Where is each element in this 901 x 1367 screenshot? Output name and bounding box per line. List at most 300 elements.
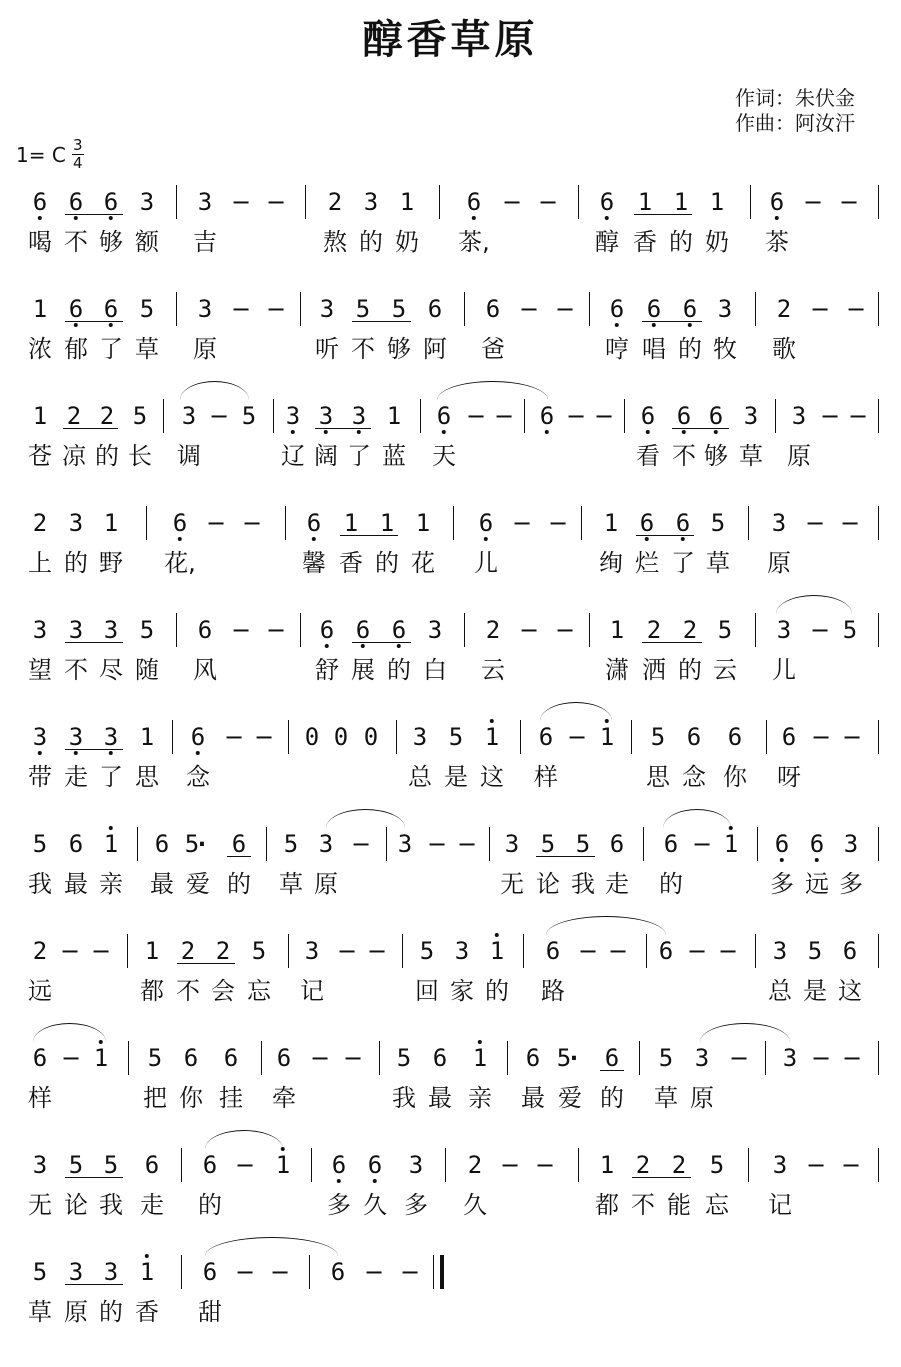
note: 6 — [427, 295, 443, 323]
lyric-char: 原 — [314, 870, 338, 898]
lyric-char: 这 — [480, 763, 504, 791]
lyric-char: 草 — [135, 335, 159, 363]
bar-line — [172, 720, 173, 754]
lyric-char: 多 — [770, 870, 794, 898]
lyric-char: 回 — [415, 977, 439, 1005]
note: 2 — [467, 1151, 483, 1179]
eighth-underline — [65, 1284, 123, 1285]
note: 3 — [363, 188, 379, 216]
song-title: 醇香草原 — [362, 17, 539, 63]
extension-dash: − — [90, 937, 112, 965]
notes-line — [0, 397, 901, 443]
note: 2 — [646, 616, 662, 644]
extension-dash: − — [366, 937, 388, 965]
extension-dash: − — [205, 509, 227, 537]
note: 6 — [538, 723, 554, 751]
bar-line — [775, 399, 776, 433]
extension-dash: − — [565, 402, 587, 430]
bar-line — [181, 1148, 182, 1182]
note: 3 — [717, 295, 733, 323]
bar-line — [379, 1041, 380, 1075]
lyric-char: 论 — [536, 870, 560, 898]
note: 5 · — [557, 1043, 571, 1073]
bar-line — [878, 185, 879, 219]
eighth-underline — [634, 214, 692, 215]
note: 6 — [539, 402, 555, 430]
lyric-char: 的 — [485, 977, 509, 1005]
note: 3 — [103, 723, 119, 751]
note: 6 — [663, 830, 679, 858]
lyric-char: 奶 — [395, 228, 419, 256]
extension-dash: − — [537, 188, 559, 216]
note: 6 — [330, 1258, 346, 1286]
note: 6 — [319, 616, 335, 644]
note: 2 — [327, 188, 343, 216]
bar-line — [520, 720, 521, 754]
note: 6 — [525, 1044, 541, 1072]
lyric-char: 原 — [64, 1298, 88, 1326]
extension-dash: − — [265, 616, 287, 644]
note: 1 — [139, 723, 155, 751]
note: 1 — [415, 509, 431, 537]
eighth-underline — [63, 428, 118, 429]
note: 6 — [676, 402, 692, 430]
bar-line — [581, 506, 582, 540]
eighth-underline — [352, 321, 411, 322]
lyric-char: 浓 — [28, 335, 52, 363]
note: 6 — [68, 295, 84, 323]
note: 5 · — [185, 829, 199, 859]
lyric-char: 看 — [636, 442, 660, 470]
bar-line — [146, 506, 147, 540]
lyric-char: 走 — [605, 870, 629, 898]
eighth-underline — [636, 535, 694, 536]
extension-dash: − — [547, 509, 569, 537]
bar-line — [300, 613, 301, 647]
extension-dash: − — [465, 402, 487, 430]
note: 3 — [504, 830, 520, 858]
note: 6 — [202, 1151, 218, 1179]
lyric-char: 爱 — [186, 870, 210, 898]
lyric-char: 够 — [704, 442, 728, 470]
note: 3 — [68, 509, 84, 537]
notes-line — [0, 1039, 901, 1085]
note: 1 — [472, 1044, 488, 1072]
lyric-char: 不 — [176, 977, 200, 1005]
note: 6 — [604, 1044, 620, 1072]
note: 6 — [68, 830, 84, 858]
notes-line — [0, 1253, 901, 1299]
note: 3 — [318, 830, 334, 858]
time-signature-top: 3 — [73, 136, 83, 154]
bar-line — [624, 399, 625, 433]
eighth-underline — [65, 749, 123, 750]
note: 3 — [139, 188, 155, 216]
eighth-underline — [65, 321, 123, 322]
note: 6 — [646, 295, 662, 323]
bar-line — [643, 827, 644, 861]
lyric-char: 草 — [279, 870, 303, 898]
bar-line — [631, 720, 632, 754]
lyric-char: 亲 — [468, 1084, 492, 1112]
extension-dash: − — [511, 509, 533, 537]
extension-dash: − — [577, 937, 599, 965]
lyric-char: 我 — [99, 1191, 123, 1219]
extension-dash: − — [717, 937, 739, 965]
lyric-char: 样 — [534, 763, 558, 791]
note: 2 — [32, 509, 48, 537]
note: 1 — [32, 295, 48, 323]
note: 1 — [399, 188, 415, 216]
note: 5 — [540, 830, 556, 858]
lyric-char: 草 — [706, 549, 730, 577]
bar-line — [137, 827, 138, 861]
lyric-char: 无 — [28, 1191, 52, 1219]
extension-dash: − — [456, 830, 478, 858]
lyric-char: 香 — [135, 1298, 159, 1326]
note: 3 — [68, 616, 84, 644]
note: 6 — [68, 188, 84, 216]
bar-line — [273, 399, 274, 433]
extension-dash: − — [350, 830, 372, 858]
note: 3 — [743, 402, 759, 430]
bar-line — [646, 934, 647, 968]
lyric-char: 调 — [177, 442, 201, 470]
lyric-char: 原 — [690, 1084, 714, 1112]
note: 6 — [658, 937, 674, 965]
note: 3 — [181, 402, 197, 430]
notes-line — [0, 290, 901, 336]
lyric-char: 最 — [64, 870, 88, 898]
lyric-char: 风 — [193, 656, 217, 684]
lyric-char: 绚 — [599, 549, 623, 577]
lyric-char: 草 — [739, 442, 763, 470]
extension-dash: − — [342, 1044, 364, 1072]
lyric-char: 不 — [351, 335, 375, 363]
bar-line — [755, 292, 756, 326]
note: 1 — [603, 509, 619, 537]
bar-line — [300, 292, 301, 326]
extension-dash: − — [847, 402, 869, 430]
bar-line — [288, 720, 289, 754]
lyric-char: 原 — [767, 549, 791, 577]
note: 5 — [448, 723, 464, 751]
note: 3 — [32, 723, 48, 751]
lyric-char: 记 — [768, 1191, 792, 1219]
extension-dash: − — [819, 402, 841, 430]
note: 6 — [32, 188, 48, 216]
note: 6 — [599, 188, 615, 216]
score-line — [0, 397, 901, 505]
note: 5 — [807, 937, 823, 965]
bar-line — [464, 292, 465, 326]
score-line — [0, 1039, 901, 1147]
lyric-char: 能 — [667, 1191, 691, 1219]
lyric-char: 最 — [521, 1084, 545, 1112]
bar-line — [266, 827, 267, 861]
lyric-char: 展 — [351, 656, 375, 684]
eighth-underline — [177, 963, 235, 964]
note: 3 — [318, 402, 334, 430]
lyric-char: 的 — [669, 228, 693, 256]
note: 2 — [32, 937, 48, 965]
note: 6 — [545, 937, 561, 965]
note: 3 — [397, 830, 413, 858]
lyric-char: 的 — [198, 1191, 222, 1219]
score-line — [0, 825, 901, 933]
bar-line — [878, 399, 879, 433]
lyric-char: 是 — [444, 763, 468, 791]
lyric-char: 爱 — [558, 1084, 582, 1112]
lyric-char: 额 — [135, 228, 159, 256]
bar-line — [181, 1255, 182, 1289]
lyric-char: 会 — [211, 977, 235, 1005]
lyric-char: 苍 — [28, 442, 52, 470]
eighth-underline — [600, 1070, 624, 1071]
extension-dash: − — [518, 616, 540, 644]
extension-dash: − — [534, 1151, 556, 1179]
note: 3 — [427, 616, 443, 644]
lyric-char: 的 — [359, 228, 383, 256]
score-line — [0, 932, 901, 1040]
score-line — [0, 183, 901, 291]
note: 6 — [727, 723, 743, 751]
lyric-char: 这 — [838, 977, 862, 1005]
note: 2 — [66, 402, 82, 430]
extension-dash: − — [230, 188, 252, 216]
note: 6 — [432, 1044, 448, 1072]
eighth-underline — [65, 642, 123, 643]
lyric-char: 多 — [404, 1191, 428, 1219]
lyric-char: 的 — [227, 870, 251, 898]
note: 6 — [276, 1044, 292, 1072]
bar-line — [128, 1041, 129, 1075]
extension-dash: − — [493, 402, 515, 430]
extension-dash: − — [336, 937, 358, 965]
extension-dash: − — [566, 723, 588, 751]
lyric-char: 把 — [143, 1084, 167, 1112]
bar-line — [878, 934, 879, 968]
lyric-char: 无 — [500, 870, 524, 898]
note: 6 — [223, 1044, 239, 1072]
lyric-char: 茶 — [765, 228, 789, 256]
eighth-underline — [340, 535, 398, 536]
score-line — [0, 1146, 901, 1254]
note: 6 — [391, 616, 407, 644]
note: 6 — [190, 723, 206, 751]
note: 3 — [412, 723, 428, 751]
lyric-char: 你 — [179, 1084, 203, 1112]
extension-dash: − — [269, 1258, 291, 1286]
extension-dash: − — [554, 616, 576, 644]
lyric-char: 思 — [646, 763, 670, 791]
note: 6 — [306, 509, 322, 537]
lyric-char: 的 — [64, 549, 88, 577]
note: 6 — [781, 723, 797, 751]
note: 6 — [609, 830, 625, 858]
lyric-char: 走 — [64, 763, 88, 791]
note: 6 — [197, 616, 213, 644]
note: 5 — [575, 830, 591, 858]
lyric-char: 久 — [463, 1191, 487, 1219]
lyric-char: 的 — [678, 335, 702, 363]
note: 5 — [132, 402, 148, 430]
note: 6 — [675, 509, 691, 537]
note: 1 — [93, 1044, 109, 1072]
note: 6 — [183, 1044, 199, 1072]
bar-line — [402, 934, 403, 968]
lyric-char: 儿 — [772, 656, 796, 684]
lyricist-credit: 作词：朱伏金 — [735, 86, 855, 110]
bar-line — [755, 934, 756, 968]
note: 5 — [32, 1258, 48, 1286]
note: 6 — [154, 830, 170, 858]
lyric-char: 的 — [95, 442, 119, 470]
note: 2 — [671, 1151, 687, 1179]
note: 6 — [639, 509, 655, 537]
note: 2 — [215, 937, 231, 965]
note: 6 — [708, 402, 724, 430]
note: 1 — [275, 1151, 291, 1179]
lyric-char: 论 — [64, 1191, 88, 1219]
note: 3 — [454, 937, 470, 965]
lyric-char: 舒 — [315, 656, 339, 684]
extension-dash: − — [234, 1151, 256, 1179]
lyric-char: 长 — [128, 442, 152, 470]
note: 6 — [331, 1151, 347, 1179]
lyric-char: 甜 — [198, 1298, 222, 1326]
note: 0 — [333, 723, 349, 751]
lyric-char: 的 — [99, 1298, 123, 1326]
eighth-underline — [642, 321, 702, 322]
note: 5 — [147, 1044, 163, 1072]
note: 5 — [419, 937, 435, 965]
final-bar-line — [433, 1255, 444, 1289]
note: 5 — [251, 937, 267, 965]
bar-line — [507, 1041, 508, 1075]
bar-line — [523, 934, 524, 968]
lyric-char: 记 — [300, 977, 324, 1005]
lyric-char: 望 — [28, 656, 52, 684]
note: 6 — [682, 295, 698, 323]
lyric-char: 了 — [671, 549, 695, 577]
note: 5 — [283, 830, 299, 858]
extension-dash: − — [810, 1044, 832, 1072]
note: 6 — [609, 295, 625, 323]
note: 6 — [103, 295, 119, 323]
note: 1 — [386, 402, 402, 430]
extension-dash: − — [265, 188, 287, 216]
lyric-char: 带 — [28, 763, 52, 791]
note: 2 — [635, 1151, 651, 1179]
lyric-char: 草 — [654, 1084, 678, 1112]
extension-dash: − — [554, 295, 576, 323]
lyric-char: 随 — [135, 656, 159, 684]
lyric-char: 路 — [541, 977, 565, 1005]
lyric-char: 的 — [659, 870, 683, 898]
note: 5 — [710, 509, 726, 537]
bar-line — [163, 399, 164, 433]
note: 1 — [484, 723, 500, 751]
lyric-char: 不 — [64, 228, 88, 256]
note: 6 — [809, 830, 825, 858]
lyric-char: 样 — [28, 1084, 52, 1112]
lyric-char: 牧 — [713, 335, 737, 363]
extension-dash: − — [59, 937, 81, 965]
lyric-char: 的 — [600, 1084, 624, 1112]
lyric-char: 挂 — [219, 1084, 243, 1112]
extension-dash: − — [840, 1151, 862, 1179]
note: 2 — [682, 616, 698, 644]
lyric-char: 了 — [99, 763, 123, 791]
extension-dash: − — [845, 295, 867, 323]
lyric-char: 白 — [423, 656, 447, 684]
lyric-char: 郁 — [64, 335, 88, 363]
lyric-char: 野 — [99, 549, 123, 577]
lyric-char: 阿 — [423, 335, 447, 363]
extension-dash: − — [241, 509, 263, 537]
bar-line — [176, 292, 177, 326]
note: 5 — [139, 616, 155, 644]
lyric-char: 多 — [327, 1191, 351, 1219]
extension-dash: − — [399, 1258, 421, 1286]
lyric-char: 云 — [713, 656, 737, 684]
note: 1 — [343, 509, 359, 537]
lyric-char: 原 — [193, 335, 217, 363]
bar-line — [878, 292, 879, 326]
notes-line — [0, 932, 901, 978]
note: 5 — [396, 1044, 412, 1072]
extension-dash: − — [810, 723, 832, 751]
note: 3 — [408, 1151, 424, 1179]
note: 5 — [103, 1151, 119, 1179]
lyric-char: 歌 — [772, 335, 796, 363]
lyric-char: 呀 — [777, 763, 801, 791]
lyric-char: 最 — [150, 870, 174, 898]
note: 6 — [367, 1151, 383, 1179]
bar-line — [878, 1041, 879, 1075]
extension-dash: − — [607, 937, 629, 965]
bar-line — [311, 1148, 312, 1182]
extension-dash: − — [804, 509, 826, 537]
note: 2 — [99, 402, 115, 430]
lyric-char: 了 — [99, 335, 123, 363]
lyric-char: 思 — [135, 763, 159, 791]
extension-dash: − — [686, 937, 708, 965]
note: 6 — [202, 1258, 218, 1286]
bar-line — [757, 827, 758, 861]
notes-line — [0, 611, 901, 657]
note: 3 — [68, 723, 84, 751]
key-signature — [16, 138, 84, 171]
note: 2 — [776, 295, 792, 323]
note: 3 — [304, 937, 320, 965]
extension-dash: − — [234, 1258, 256, 1286]
lyric-char: 花 — [411, 549, 435, 577]
bar-line — [878, 506, 879, 540]
eighth-underline — [65, 1177, 123, 1178]
note: 1 — [103, 509, 119, 537]
note: 5 — [842, 616, 858, 644]
lyric-char: 草 — [28, 1298, 52, 1326]
note: 3 — [782, 1044, 798, 1072]
note: 3 — [319, 295, 335, 323]
note: 6 — [466, 188, 482, 216]
eighth-underline — [672, 428, 729, 429]
lyric-char: 的 — [678, 656, 702, 684]
note: 6 — [32, 1044, 48, 1072]
lyric-char: 走 — [140, 1191, 164, 1219]
